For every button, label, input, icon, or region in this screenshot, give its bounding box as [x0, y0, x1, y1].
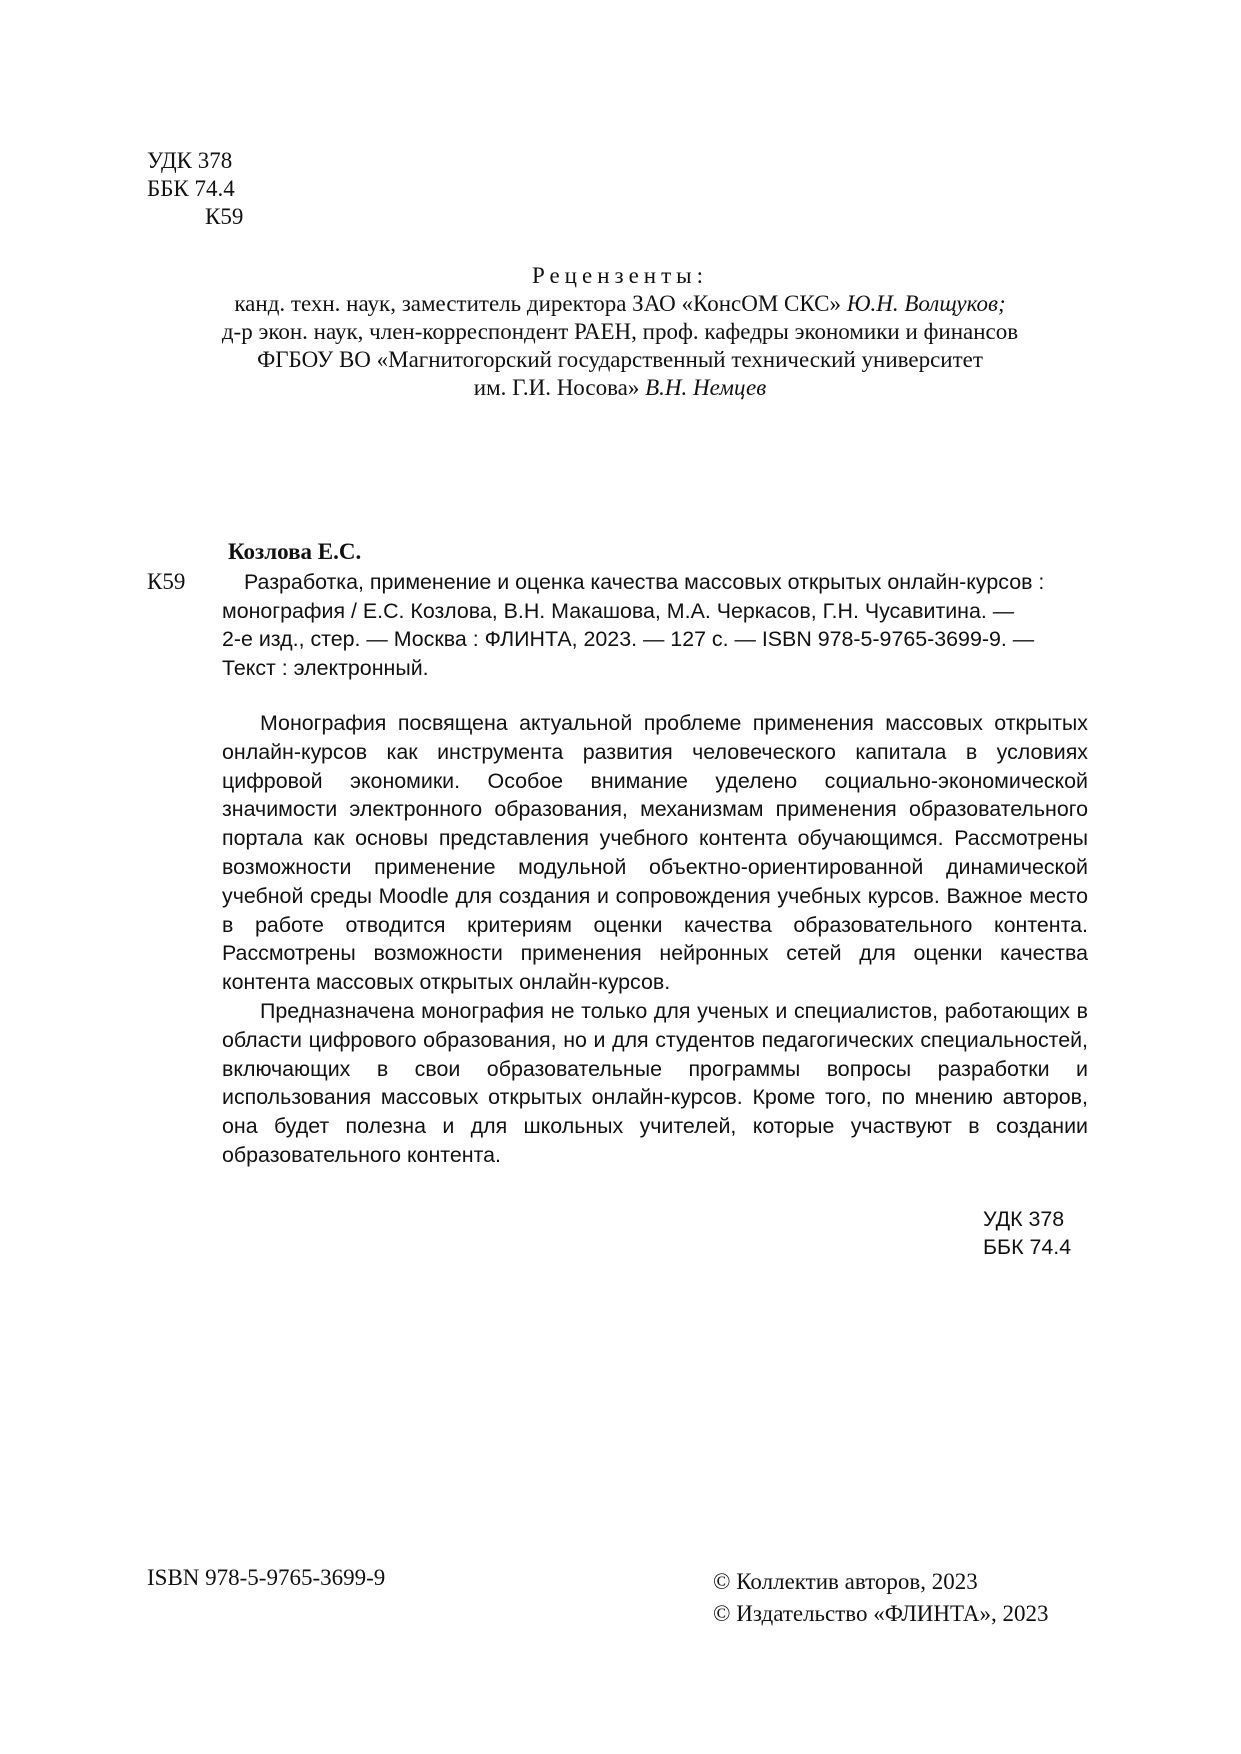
abstract-paragraph-2: Предназначена монография не только для ученых и специалистов, работающих в области цифрового образования, но и для студентов педагогических специальностей, включающих в свои образовательные программы вопросы разработки и использования массовых открытых онлайн-курсов. Кроме того, по мнению авторов, она будет полезна и для школьных учителей, которые участвуют в создании образовательного контента. — [222, 998, 1088, 1167]
author-sign: К59 — [205, 204, 244, 229]
reviewer-2-line-2: ФГБОУ ВО «Магнитогорский государственный технический университет — [257, 347, 983, 372]
copyright-publisher: © Издательство «ФЛИНТА», 2023 — [713, 1601, 1049, 1626]
desc-line-2: монография / Е.С. Козлова, В.Н. Макашова, М.А. Черкасов, Г.Н. Чусавитина. — — [222, 598, 1015, 623]
desc-line-1: Разработка, применение и оценка качества массовых открытых онлайн-курсов : — [244, 570, 1045, 594]
reviewer-1-credentials: канд. техн. наук, заместитель директора ЗАО «КонсОМ СКС» — [234, 291, 847, 316]
reviewer-2-affiliation: им. Г.И. Носова» — [473, 375, 646, 400]
udk-code-bottom: УДК 378 — [983, 1207, 1065, 1231]
bbk-code: ББК 74.4 — [147, 176, 235, 201]
desc-line-4: Текст : электронный. — [222, 655, 429, 680]
abstract — [222, 709, 1088, 1170]
reviewer-2-line-1: д-р экон. наук, член-корреспондент РАЕН, проф. кафедры экономики и финансов — [221, 319, 1019, 344]
reviewer-2-line-3 — [120, 374, 1120, 402]
bbk-code-bottom: ББК 74.4 — [983, 1235, 1072, 1259]
classification-footer — [983, 1205, 1071, 1261]
copyright-authors: © Коллектив авторов, 2023 — [713, 1569, 978, 1594]
reviewer-1-name: Ю.Н. Волщуков; — [846, 291, 1006, 316]
classification-header — [147, 147, 243, 231]
copyright-block — [713, 1566, 1049, 1630]
abstract-paragraph-1: Монография посвящена актуальной проблеме применения массовых открытых онлайн-курсов как инструмента развития человеческого капитала в условиях цифровой экономики. Особое внимание уделено социально-экономической значимости электронного образования, механизмам применения образовательного портала как основы представления учебного контента обучающимся. Рассмотрены возможности применение модульной объектно-ориентированной динамической учебной среды Moodle для создания и сопровождения учебных курсов. Важное место в работе отводится критериям оценки качества образовательного контента. Рассмотрены возможности применения нейронных сетей для оценки качества контента массовых открытых онлайн-курсов. — [222, 711, 1088, 995]
record-author: Козлова Е.С. — [228, 539, 362, 564]
desc-line-3: 2-е изд., стер. — Москва : ФЛИНТА, 2023. — 127 с. — ISBN 978-5-9765-3699-9. — — [222, 627, 1035, 651]
bibliographic-description — [222, 568, 1092, 682]
record-index: К59 — [147, 569, 186, 594]
reviewers-block — [120, 262, 1120, 402]
isbn: ISBN 978-5-9765-3699-9 — [147, 1565, 386, 1590]
reviewer-2-name: В.Н. Немцев — [645, 375, 767, 400]
reviewers-title: Рецензенты: — [531, 263, 709, 288]
udk-code: УДК 378 — [147, 148, 233, 173]
reviewer-1 — [120, 290, 1120, 318]
